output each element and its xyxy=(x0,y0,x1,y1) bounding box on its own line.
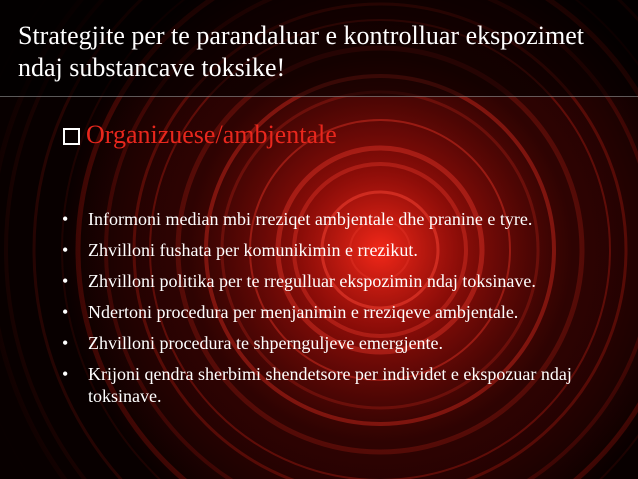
bullet-dot-icon: • xyxy=(62,364,69,384)
checkbox-bullet-icon xyxy=(63,128,80,145)
bullet-dot-icon: • xyxy=(62,302,69,322)
list-item xyxy=(60,363,630,407)
list-item xyxy=(60,208,630,230)
list-item xyxy=(60,239,630,261)
list-item-text: Zhvilloni procedura te shpernguljeve emergjente. xyxy=(88,333,444,353)
list-item xyxy=(60,332,630,354)
bullet-dot-icon: • xyxy=(62,240,69,260)
list-item-text: Zhvilloni fushata per komunikimin e rrezikut. xyxy=(88,240,418,260)
bullet-list xyxy=(60,208,630,416)
list-item-text: Informoni median mbi rreziqet ambjentale dhe pranine e tyre. xyxy=(88,209,533,229)
list-item-text: Ndertoni procedura per menjanimin e rreziqeve ambjentale. xyxy=(88,302,519,322)
list-item xyxy=(60,270,630,292)
list-item-text: Krijoni qendra sherbimi shendetsore per individet e ekspozuar ndaj toksinave. xyxy=(88,364,572,406)
bullet-dot-icon: • xyxy=(62,333,69,353)
section-heading xyxy=(63,120,337,150)
section-heading-label: Organizuese/ambjentale xyxy=(86,120,337,149)
bullet-dot-icon: • xyxy=(62,209,69,229)
bullet-dot-icon: • xyxy=(62,271,69,291)
list-item-text: Zhvilloni politika per te rregulluar ekspozimin ndaj toksinave. xyxy=(88,271,536,291)
slide-title: Strategjite per te parandaluar e kontrolluar ekspozimet ndaj substancave toksike! xyxy=(18,21,584,82)
title-bar xyxy=(0,0,638,97)
list-item xyxy=(60,301,630,323)
